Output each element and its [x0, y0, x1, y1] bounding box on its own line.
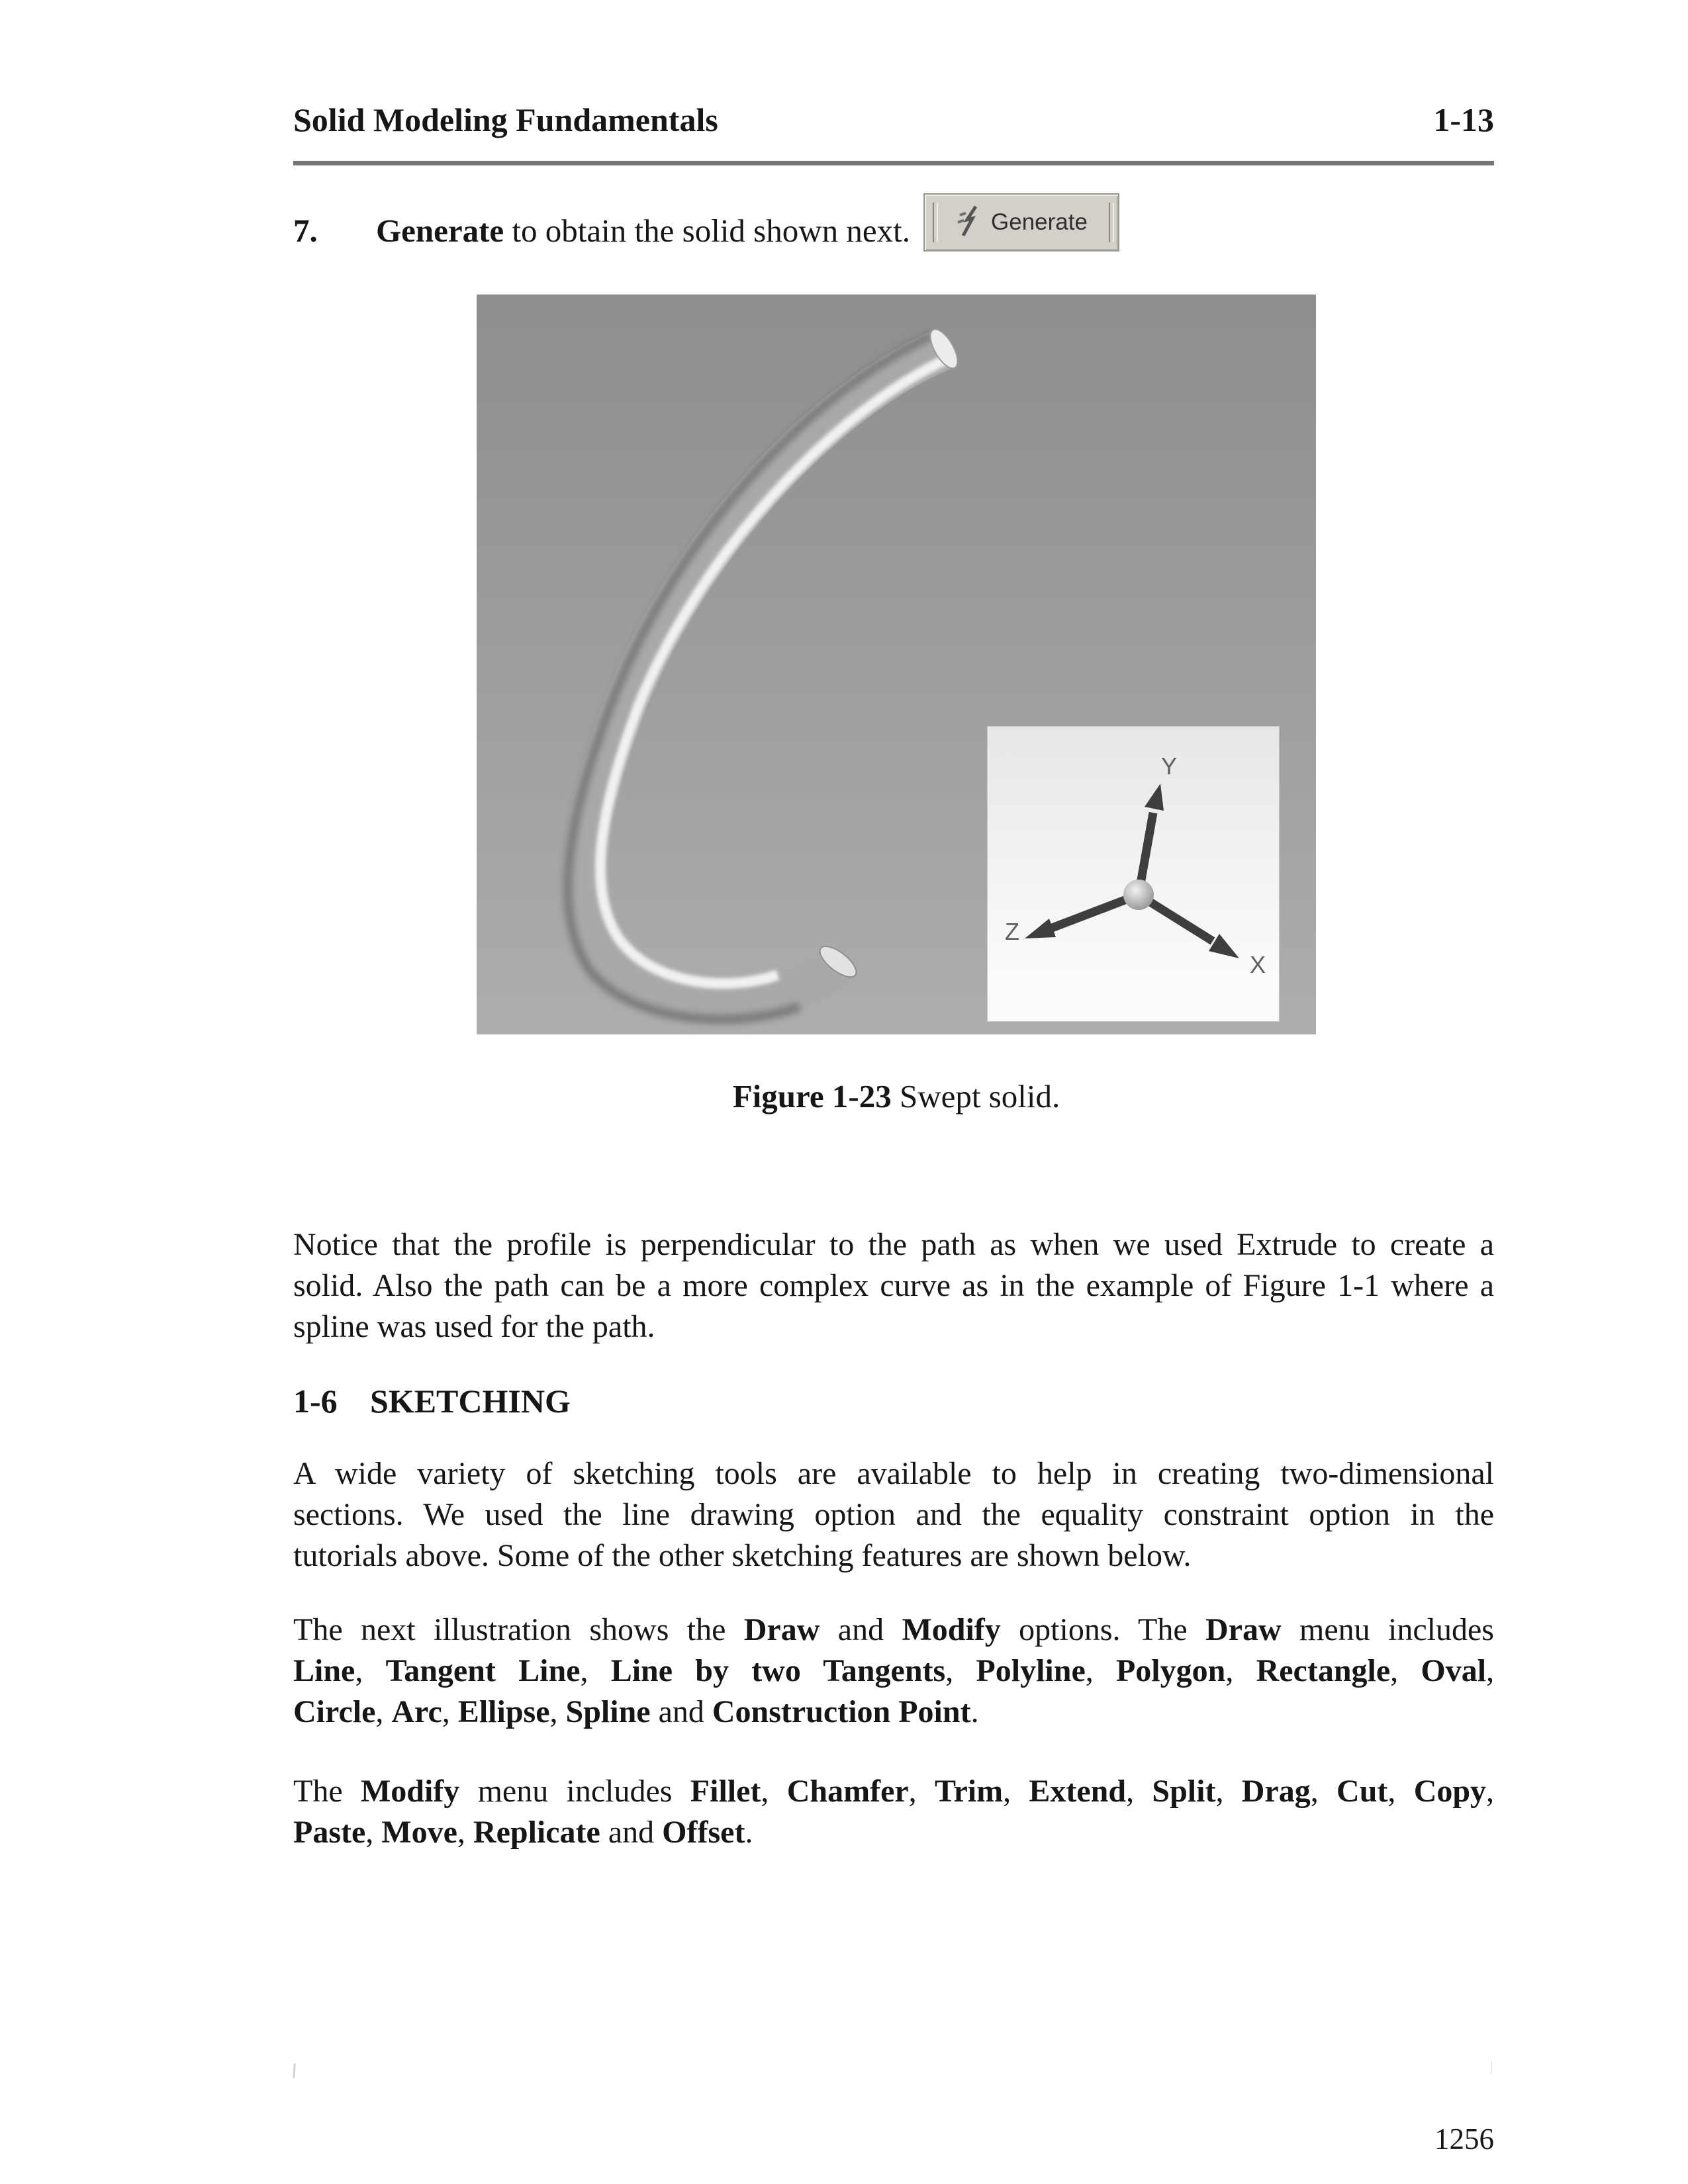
coordinate-triad-graphic — [988, 727, 1279, 1021]
section-heading — [293, 1382, 1494, 1420]
figure-caption: Figure 1-23 Swept solid. — [732, 1078, 1060, 1115]
generate-button-label: Generate — [991, 209, 1088, 235]
page-label: 1-13 — [1433, 101, 1494, 138]
header-rule — [293, 161, 1494, 165]
page-number: 1256 — [1434, 2122, 1494, 2156]
notice-paragraph: Notice that the profile is perpendicular to the path as when we used Extrude to create a solid. Also the path can be a more complex curve as in the example of Figure 1-1 where a spline was used for the path. — [293, 1227, 1494, 1344]
section-number: 1-6 — [293, 1383, 338, 1420]
triad-label-z: Z — [1005, 918, 1019, 945]
running-title: Solid Modeling Fundamentals — [293, 101, 718, 138]
draw-menu-paragraph: The next illustration shows the Draw and Modify options. The Draw menu includes Line, Tangent Line, Line by two Tangents, Polyline, Polygon, Rectangle, Oval, Circle, Arc, Ellipse, Spline and Construction Point. — [293, 1612, 1495, 1729]
step-7-line — [293, 212, 1494, 250]
figure-swept-solid — [477, 295, 1316, 1034]
page-header — [293, 101, 1494, 139]
step-number: 7. — [293, 212, 318, 249]
triad-label-y: Y — [1161, 752, 1178, 780]
step-text: Generate to obtain the solid shown next. — [376, 212, 911, 249]
triad-inset — [988, 727, 1279, 1021]
generate-button-image — [923, 193, 1119, 251]
toolbar-separator — [1109, 203, 1114, 242]
generate-bolt-icon — [954, 204, 984, 242]
section-title: SKETCHING — [370, 1383, 571, 1420]
toolbar-separator — [933, 203, 938, 242]
stray-scan-mark — [293, 2064, 296, 2078]
stray-scan-mark — [1491, 2061, 1492, 2074]
sketching-intro-paragraph: A wide variety of sketching tools are available to help in creating two-dimensional sections. We used the line drawing option and the equality constraint option in the tutorials above. Some of the other sketching features are shown below. — [293, 1456, 1494, 1573]
triad-label-x: X — [1250, 951, 1266, 978]
modify-menu-paragraph: The Modify menu includes Fillet, Chamfer, Trim, Extend, Split, Drag, Cut, Copy, Paste, Move, Replicate and Offset. — [293, 1774, 1495, 1850]
